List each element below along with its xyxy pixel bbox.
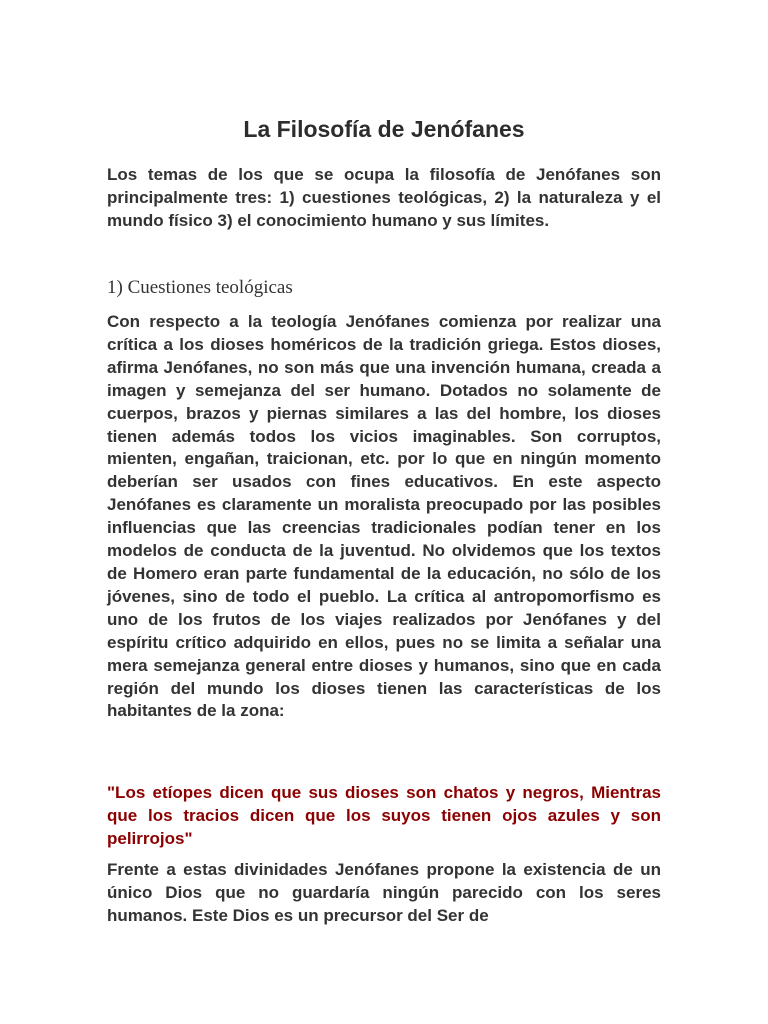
intro-paragraph: Los temas de los que se ocupa la filosofía de Jenófanes son principalmente tres: 1) cuestiones teológicas, 2) la naturaleza y el mundo físico 3) el conocimiento humano y sus límites. xyxy=(107,165,661,230)
quote-block: "Los etíopes dicen que sus dioses son chatos y negros, Mientras que los tracios dicen que los suyos tienen ojos azules y son pelirrojos" xyxy=(107,783,661,848)
body-paragraph-1: Con respecto a la teología Jenófanes comienza por realizar una crítica a los dioses homéricos de la tradición griega. Estos dioses, afirma Jenófanes, no son más que una invención humana, creada a imagen y semejanza del ser humano. Dotados no solamente de cuerpos, brazos y piernas similares a las del hombre, los dioses tienen además todos los vicios imaginables. Son corruptos, mienten, engañan, traicionan, etc. por lo que en ningún momento deberían ser usados con fines educativos. En este aspecto Jenófanes es claramente un moralista preocupado por las posibles influencias que las creencias tradicionales podían tener en los modelos de conducta de la juventud. No olvidemos que los textos de Homero eran parte fundamental de la educación, no sólo de los jóvenes, sino de todo el pueblo. La crítica al antropomorfismo es uno de los frutos de los viajes realizados por Jenófanes y del espíritu crítico adquirido en ellos, pues no se limita a señalar una mera semejanza general entre dioses y humanos, sino que en cada región del mundo los dioses tienen las características de los habitantes de la zona: xyxy=(107,312,661,721)
body-paragraph-2: Frente a estas divinidades Jenófanes propone la existencia de un único Dios que no guardaría ningún parecido con los seres humanos. Este Dios es un precursor del Ser de xyxy=(107,860,661,925)
section-heading: 1) Cuestiones teológicas xyxy=(107,277,293,298)
page-title: La Filosofía de Jenófanes xyxy=(243,116,525,142)
